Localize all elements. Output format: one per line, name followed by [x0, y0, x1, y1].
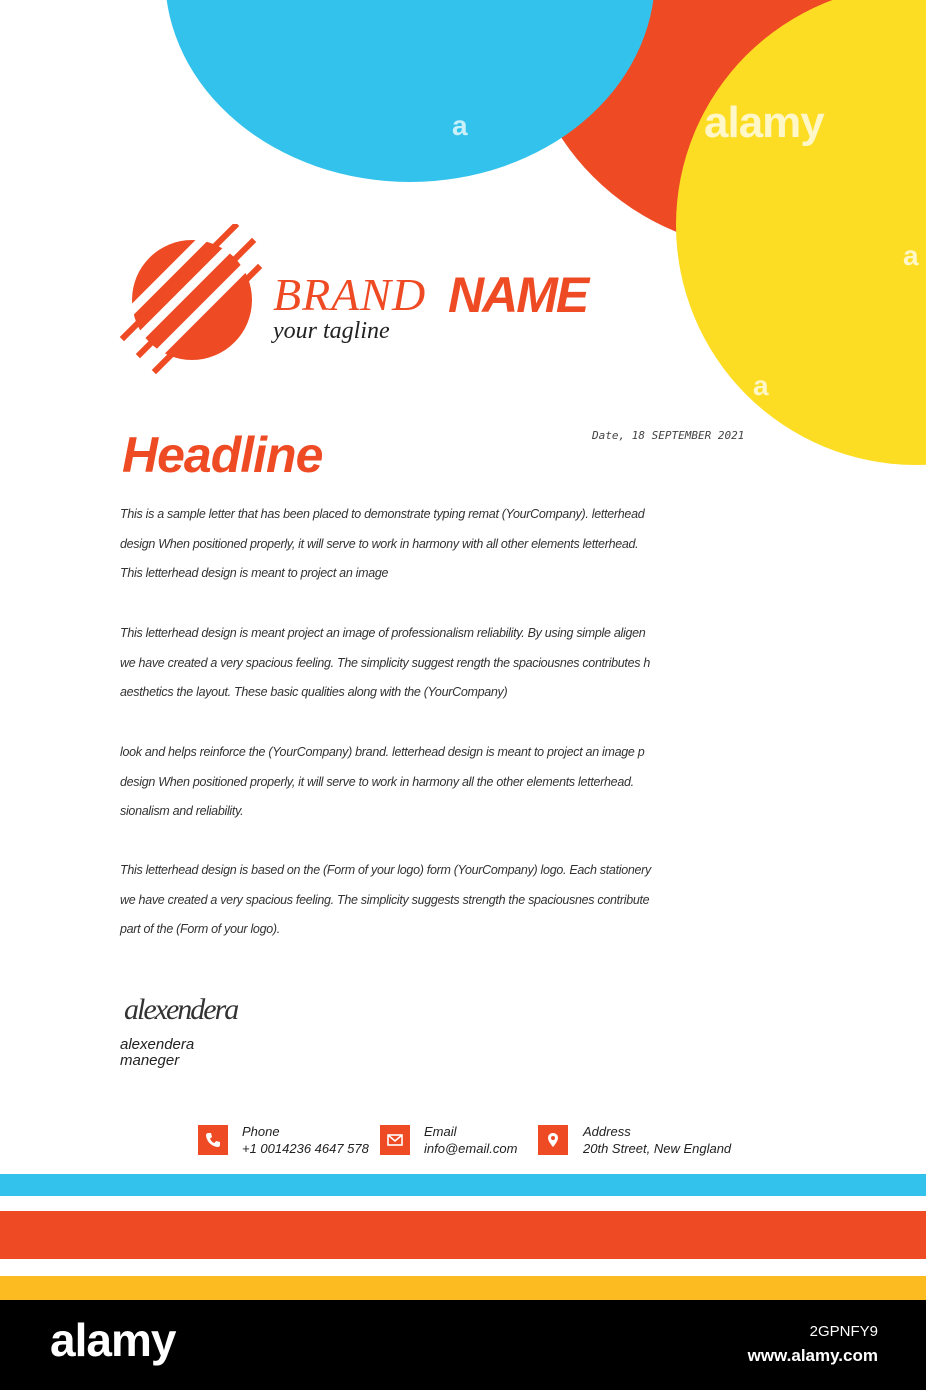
letter-paragraph [120, 738, 820, 827]
paragraph-line: part of the (Form of your logo). [120, 922, 280, 936]
paragraph-line: sionalism and reliability. [120, 804, 244, 818]
red-stripe [0, 1211, 926, 1259]
brand-tagline: your tagline [273, 318, 390, 344]
paragraph-line: we have created a very spacious feeling. The simplicity suggests strength the spaciousnes contribute [120, 892, 650, 907]
paragraph-line: aesthetics the layout. These basic qualities along with the (YourCompany) [120, 685, 508, 699]
signer-name: alexendera [120, 1036, 195, 1053]
brand-name-light: BRAND [273, 269, 427, 320]
paragraph-line: design When positioned properly, it will serve to work in harmony all the other elements letterhead. [120, 774, 634, 789]
watermark-alamy: alamy [704, 98, 824, 147]
letter-headline: Headline [122, 427, 323, 483]
paragraph-line: This letterhead design is meant project an image of professionalism reliability. By using simple aligen [120, 626, 646, 640]
paragraph-line: This is a sample letter that has been placed to demonstrate typing remat (YourCompany). letterhead [120, 507, 645, 521]
address-value: 20th Street, New England [583, 1141, 732, 1156]
phone-value[interactable]: +1 0014236 4647 578 [242, 1141, 369, 1156]
watermark-a: a [903, 240, 919, 271]
letter-paragraph [120, 619, 820, 708]
watermark-a: a [753, 370, 769, 401]
paragraph-line: we have created a very spacious feeling. The simplicity suggest rength the spaciousnes contributes h [120, 655, 651, 670]
signer-role: maneger [120, 1052, 180, 1069]
brand-logo-icon [118, 224, 266, 374]
image-id: 2GPNFY9 [809, 1323, 878, 1340]
letter-paragraph [120, 856, 820, 945]
site-url: www.alamy.com [747, 1346, 878, 1365]
address-label: Address [583, 1124, 631, 1139]
blue-stripe [0, 1174, 926, 1196]
paragraph-line: look and helps reinforce the (YourCompany) brand. letterhead design is meant to project an image p [120, 745, 645, 759]
phone-icon [198, 1125, 228, 1155]
paragraph-line: design When positioned properly, it will serve to work in harmony with all other elements letterhead. [120, 536, 639, 551]
paragraph-line: This letterhead design is meant to project an image [120, 566, 389, 580]
email-icon [380, 1125, 410, 1155]
phone-label: Phone [242, 1124, 280, 1139]
email-label: Email [424, 1124, 457, 1139]
brand-name-bold: NAME [448, 267, 588, 323]
signature: alexendera [124, 993, 238, 1026]
location-icon [538, 1125, 568, 1155]
watermark-a: a [452, 110, 468, 141]
letter-date: Date, 18 SEPTEMBER 2021 [592, 429, 745, 442]
alamy-logo: alamy [50, 1314, 176, 1366]
email-value[interactable]: info@email.com [424, 1141, 518, 1156]
yellow-stripe [0, 1276, 926, 1300]
letter-paragraph [120, 500, 820, 589]
paragraph-line: This letterhead design is based on the (Form of your logo) form (YourCompany) logo. Each stationery [120, 863, 651, 877]
